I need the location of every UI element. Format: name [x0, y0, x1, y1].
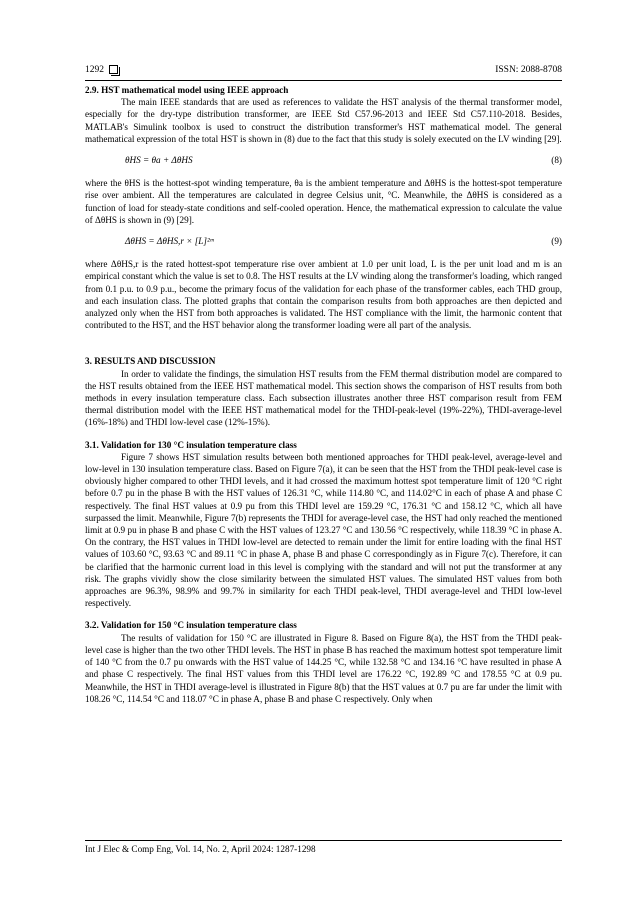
section-3-1-heading: 3.1. Validation for 130 °C insulation temperature class	[85, 439, 297, 450]
equation-9-formula: ΔθHS = ΔθHS,r × [L]²ᵐ	[125, 236, 214, 247]
issn-label: ISSN: 2088-8708	[495, 65, 562, 75]
section-2-9-heading: 2.9. HST mathematical model using IEEE approach	[85, 85, 289, 95]
footer-citation: Int J Elec & Comp Eng, Vol. 14, No. 2, April 2024: 1287-1298	[85, 844, 316, 854]
paragraph: The main IEEE standards that are used as references to validate the HST analysis of the thermal transformer model, especially for the dry-type distribution transformer, are IEEE Std C57.96-2013 and IEEE Std C57.110-2018. Besides, MATLAB's Simulink toolbox is used to construct the distribution transformer's HST mathematical model. The general mathematical expression of the total HST is shown in (8) due to the fact that this study is solely executed on the LV winding [29].	[85, 97, 562, 144]
footer-rule	[85, 840, 562, 841]
page	[85, 0, 562, 902]
equation-9-number: (9)	[551, 236, 562, 247]
body-text	[85, 84, 562, 705]
paragraph: The results of validation for 150 °C are illustrated in Figure 8. Based on Figure 8(a), the HST from the THDI peak-level case is higher than the two other THDI levels. The HST in phase B has reached the maximum hottest spot temperature limit of 140 °C from the 0.7 pu onwards with the HST value of 144.25 °C, while 132.58 °C and 134.16 °C have resulted in phase A and phase C respectively. The final HST values from this THDI level are 176.22 °C, 192.89 °C and 178.55 °C at 0.9 pu. Meanwhile, the HST in THDI average-level is illustrated in Figure 8(b) that the HST values at 0.7 pu are far under the limit with 108.26 °C, 114.54 °C and 118.07 °C in phase A, phase B and phase C respectively. Only when	[85, 632, 562, 704]
header-rule	[85, 80, 562, 81]
paragraph: where ΔθHS,r is the rated hottest-spot temperature rise over ambient at 1.0 per unit load, L is the per unit load and m is an empirical constant which the value is set to 0.8. The HST results at the LV winding along the transformer's loading, which ranged from 0.1 p.u. to 0.9 p.u., become the primary focus of the validation for each phase of the transformer cables, each THD group, and each insulation class. The plotted graphs that contain the comparison results from both approaches are then depicted and analyzed only when the HST from both approaches is validated. The HST compliance with the limit, the harmonic content that contributed to the HST, and the HST behavior along the transformer loading were all part of the analysis.	[85, 259, 562, 331]
paragraph: where the θHS is the hottest-spot winding temperature, θa is the ambient temperature and ΔθHS is the hottest-spot temperature rise over ambient. All the temperatures are calculated in degree Celsius unit, °C. Meanwhile, the ΔθHS is considered as a function of load for steady-state conditions and self-cooled operation. Hence, the mathematical expression to calculate the value of ΔθHS is shown in (9) [29].	[85, 178, 562, 225]
equation-8	[85, 154, 562, 166]
equation-9	[85, 235, 562, 247]
section-3-heading: 3. RESULTS AND DISCUSSION	[85, 356, 216, 367]
checkbox-icon	[109, 65, 118, 74]
equation-8-formula: θHS = θa + ΔθHS	[125, 155, 193, 166]
section-3-2-heading: 3.2. Validation for 150 °C insulation temperature class	[85, 620, 297, 631]
paragraph: In order to validate the findings, the simulation HST results from the FEM thermal distribution model are compared to the HST results obtained from the IEEE HST mathematical model. This section shows the comparison of HST results from both methods in every insulation temperature class. Each subsection illustrates another three HST comparison result from FEM thermal distribution model with the IEEE HST mathematical model for the THDI-peak-level (19%-22%), THDI-average-level (16%-18%) and THDI low-level case (12%-15%).	[85, 368, 562, 428]
equation-8-number: (8)	[551, 155, 562, 166]
paragraph: Figure 7 shows HST simulation results between both mentioned approaches for THDI peak-level, average-level and low-level in 130 insulation temperature class. Based on Figure 7(a), it can be seen that the HST from the THDI peak-level case is obviously higher compared to other THDI levels, and it had crossed the maximum hottest spot temperature limit of 120 °C right before 0.7 pu in the phase B with the HST values of 126.31 °C, while 114.80 °C, and 114.02°C in each of phase A and phase C respectively. The final HST values at 0.9 pu from this THDI level are 159.29 °C, 176.31 °C and 158.12 °C, which all have surpassed the limit. Meanwhile, Figure 7(b) represents the THDI for average-level case, the HST had only reached the mentioned limit at 0.9 pu in phase B and phase C with the HST values of 123.27 °C and 130.56 °C respectively, while 118.39 °C in phase A. On the contrary, the HST values in THDI low-level are detected to remain under the limit for entire loading with the final HST values of 103.60 °C, 93.63 °C and 89.11 °C in phase A, phase B and phase C correspondingly as in Figure 7(c). Therefore, it can be clarified that the harmonic current load in this level is complying with the standard and will not put the transformer at any risk. The graphs vividly show the close similarity between the simulated HST values. The simulated HST values from both approaches are 96.3%, 98.9% and 99.7% in similarity for each THDI peak-level, THDI average-level and THDI low-level respectively.	[85, 451, 562, 609]
running-header	[85, 63, 562, 77]
page-number: 1292	[85, 65, 104, 75]
